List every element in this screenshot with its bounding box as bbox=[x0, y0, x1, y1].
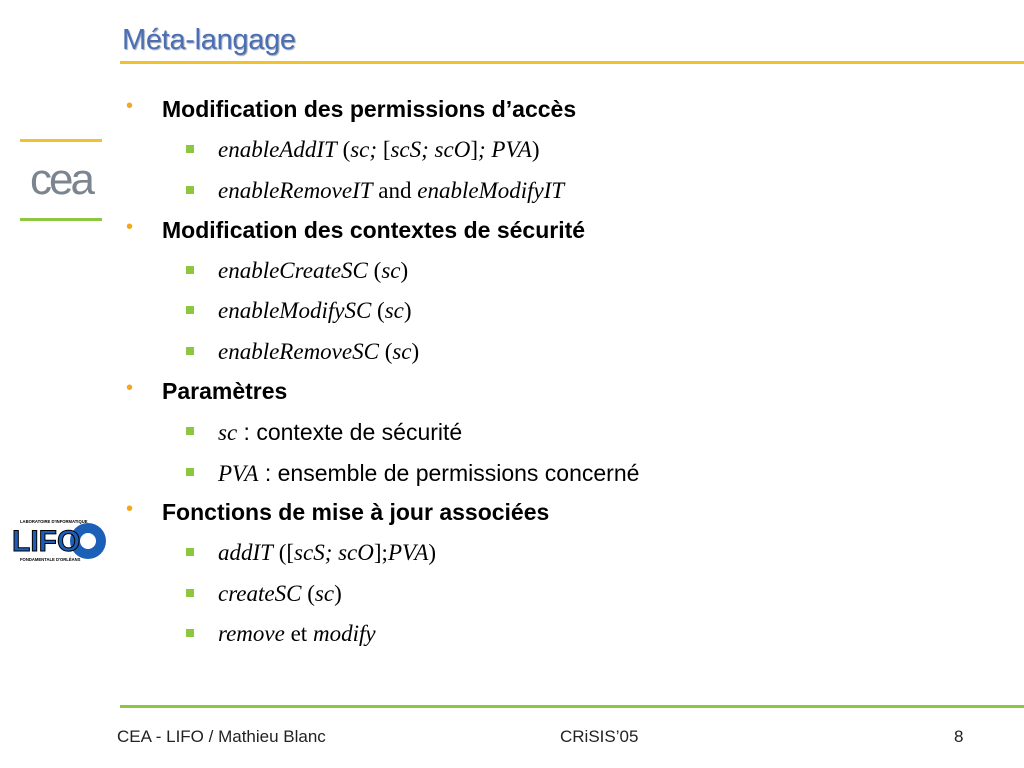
function-name: addIT bbox=[218, 540, 273, 566]
bullet-parametres bbox=[126, 374, 1006, 414]
bullet-contextes bbox=[126, 213, 1006, 253]
cea-logo-text: cea bbox=[30, 155, 92, 204]
page-number: 8 bbox=[954, 727, 964, 746]
sub-bullet-pva: PVA : ensemble de permissions concerné bbox=[126, 455, 1006, 495]
lifo-logo-top-text: LABORATOIRE D'INFORMATIQUE bbox=[20, 519, 88, 524]
square-bullet bbox=[186, 145, 194, 153]
square-bullet bbox=[186, 548, 194, 556]
sub-bullet-addit: addIT ([scS; scO];PVA) bbox=[126, 535, 1006, 575]
section-heading: Modification des contextes de sécurité bbox=[162, 216, 586, 243]
slide-content bbox=[126, 92, 1006, 656]
cea-logo bbox=[20, 139, 102, 223]
sub-bullet-enableaddit: enableAddIT (sc; [scS; scO]; PVA) bbox=[126, 132, 1006, 172]
square-bullet bbox=[186, 266, 194, 274]
bullet-dot: • bbox=[126, 377, 134, 400]
lifo-logo-bottom-text: FONDAMENTALE D'ORLÉANS bbox=[20, 557, 81, 562]
footer-author: CEA - LIFO / Mathieu Blanc bbox=[117, 727, 326, 746]
sub-bullet-sc: sc : contexte de sécurité bbox=[126, 414, 1006, 454]
function-name: remove bbox=[218, 620, 285, 646]
title-underline bbox=[120, 61, 1024, 64]
bullet-dot: • bbox=[126, 497, 134, 520]
function-name: enableAddIT bbox=[218, 137, 337, 163]
parameter-name: PVA bbox=[218, 460, 259, 486]
bullet-dot: • bbox=[126, 95, 134, 117]
section-heading: Fonctions de mise à jour associées bbox=[162, 498, 550, 525]
footer-conference: CRiSIS’05 bbox=[560, 727, 639, 746]
sub-bullet-remove-modify: remove et modify bbox=[126, 616, 1006, 656]
sub-bullet-enablecreatesc: enableCreateSC (sc) bbox=[126, 253, 1006, 293]
sub-bullet-enableremoveit: enableRemoveIT and enableModifyIT bbox=[126, 173, 1006, 213]
function-name: enableModifySC bbox=[218, 298, 372, 324]
square-bullet bbox=[186, 629, 194, 637]
section-heading: Modification des permissions d’accès bbox=[162, 96, 577, 122]
function-name: enableRemoveIT bbox=[218, 177, 373, 203]
bullet-fonctions bbox=[126, 495, 1006, 535]
footer-divider bbox=[120, 705, 1024, 708]
square-bullet bbox=[186, 427, 194, 435]
slide-title: Méta-langage bbox=[122, 24, 296, 56]
section-heading: Paramètres bbox=[162, 378, 288, 405]
bullet-dot: • bbox=[126, 215, 134, 238]
lifo-logo bbox=[10, 517, 110, 563]
square-bullet bbox=[186, 468, 194, 476]
sub-bullet-enableremovesc: enableRemoveSC (sc) bbox=[126, 334, 1006, 374]
square-bullet bbox=[186, 306, 194, 314]
cea-logo-bottom-bar bbox=[20, 218, 102, 221]
function-name: createSC bbox=[218, 580, 302, 606]
sub-bullet-createsc: createSC (sc) bbox=[126, 576, 1006, 616]
cea-logo-top-bar bbox=[20, 139, 102, 142]
sub-bullet-enablemodifysc: enableModifySC (sc) bbox=[126, 293, 1006, 333]
lifo-logo-text: LIFO bbox=[12, 525, 81, 558]
function-name: enableRemoveSC bbox=[218, 338, 379, 364]
square-bullet bbox=[186, 186, 194, 194]
bullet-permissions bbox=[126, 92, 1006, 132]
parameter-name: sc bbox=[218, 420, 238, 446]
square-bullet bbox=[186, 589, 194, 597]
function-name: enableCreateSC bbox=[218, 258, 368, 284]
square-bullet bbox=[186, 347, 194, 355]
